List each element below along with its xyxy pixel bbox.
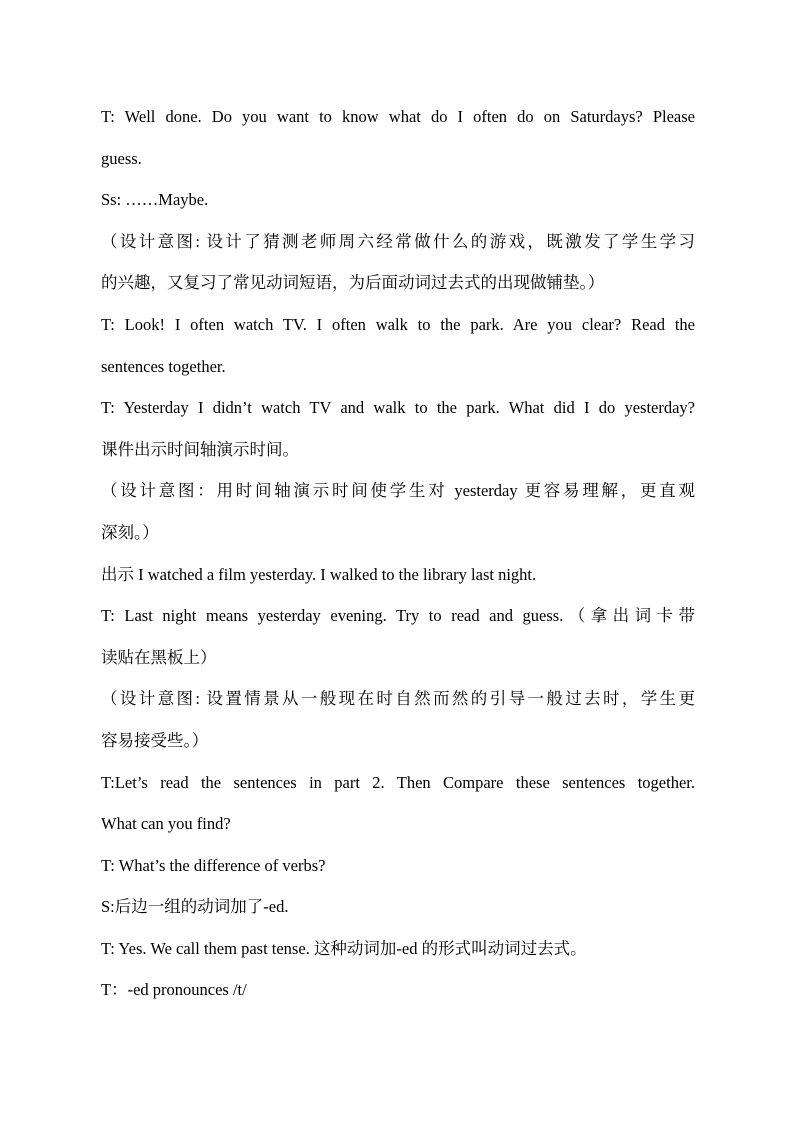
dialogue-line: T: Yesterday I didn’t watch TV and walk to the park. What did I do yesterday?	[101, 398, 695, 418]
dialogue-line: What can you find?	[101, 814, 231, 834]
dialogue-line: guess.	[101, 148, 142, 168]
design-intent-note: （设计意图：用时间轴演示时间使学生对 yesterday 更容易理解，更直观	[101, 481, 695, 501]
document-page	[101, 96, 695, 1011]
dialogue-line: T: Yes. We call them past tense. 这种动词加-ed 的形式叫动词过去式。	[101, 938, 587, 958]
design-intent-note: 的兴趣，又复习了常见动词短语，为后面动词过去式的出现做铺垫。）	[101, 273, 605, 293]
instruction-line: 课件出示时间轴演示时间。	[101, 439, 299, 459]
dialogue-line: T: Look! I often watch TV. I often walk to the park. Are you clear? Read the	[101, 314, 695, 334]
dialogue-line: T: What’s the difference of verbs?	[101, 855, 326, 875]
dialogue-line: T：-ed pronounces /t/	[101, 980, 247, 1000]
dialogue-line: S:后边一组的动词加了-ed.	[101, 897, 289, 917]
design-intent-note: （设计意图: 设置情景从一般现在时自然而然的引导一般过去时，学生更	[101, 689, 695, 709]
design-intent-note: 深刻。）	[101, 522, 159, 542]
dialogue-line: T: Last night means yesterday evening. Try to read and guess.（拿出词卡带	[101, 606, 695, 626]
instruction-line: 出示 I watched a film yesterday. I walked to the library last night.	[101, 564, 537, 584]
dialogue-line: Ss: ……Maybe.	[101, 190, 209, 210]
design-intent-note: 容易接受些。）	[101, 730, 209, 750]
dialogue-line: 读贴在黑板上）	[101, 647, 217, 667]
design-intent-note: （设计意图: 设计了猜测老师周六经常做什么的游戏，既激发了学生学习	[101, 231, 695, 251]
dialogue-line: T:Let’s read the sentences in part 2. Then Compare these sentences together.	[101, 772, 695, 792]
dialogue-line: sentences together.	[101, 356, 226, 376]
dialogue-line: T: Well done. Do you want to know what do I often do on Saturdays? Please	[101, 107, 695, 126]
